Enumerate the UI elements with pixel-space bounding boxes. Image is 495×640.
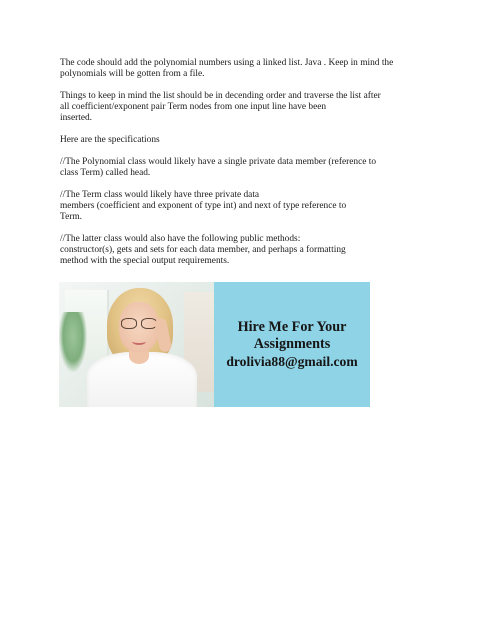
text-line: Term. <box>60 212 82 223</box>
paragraph-spec-heading <box>60 135 420 146</box>
text-line: Things to keep in mind the list should be in decending order and traverse the list after <box>60 90 381 101</box>
smiling-woman-photo <box>59 282 214 407</box>
text-line: //The Term class would likely have three private data <box>60 189 260 200</box>
question-text <box>60 58 420 278</box>
paragraph-methods <box>60 234 420 268</box>
text-line: The code should add the polynomial numbers using a linked list. Java . Keep in mind the <box>60 58 394 68</box>
paragraph-ordering <box>60 91 420 125</box>
text-line: members (coefficient and exponent of type int) and next of type reference to <box>60 200 347 211</box>
text-line: method with the special output requirements. <box>60 256 230 267</box>
paragraph-term-class <box>60 190 420 224</box>
paragraph-intro <box>60 58 420 80</box>
ad-headline-line1: Hire Me For Your <box>237 319 347 335</box>
text-line: inserted. <box>60 113 93 124</box>
ad-headline-line2: Assignments <box>253 336 331 352</box>
text-line: Here are the specifications <box>60 135 160 146</box>
text-line: //The Polynomial class would likely have a single private data member (reference to <box>60 156 377 167</box>
text-line: class Term) called head. <box>60 167 151 178</box>
text-line: all coefficient/exponent pair Term nodes from one input line have been <box>60 102 327 113</box>
text-line: polynomials will be gotten from a file. <box>60 69 205 80</box>
ad-email[interactable]: drolivia88@gmail.com <box>226 354 358 369</box>
paragraph-polynomial-class <box>60 157 420 179</box>
glasses-icon <box>121 318 157 328</box>
text-line: constructor(s), gets and sets for each data member, and perhaps a formatting <box>60 244 346 255</box>
background-plant <box>59 312 87 372</box>
hire-me-ad-banner[interactable] <box>59 282 370 407</box>
ad-text-panel <box>214 282 370 407</box>
text-line: //The latter class would also have the following public methods: <box>60 233 301 244</box>
woman-smile <box>132 338 146 345</box>
